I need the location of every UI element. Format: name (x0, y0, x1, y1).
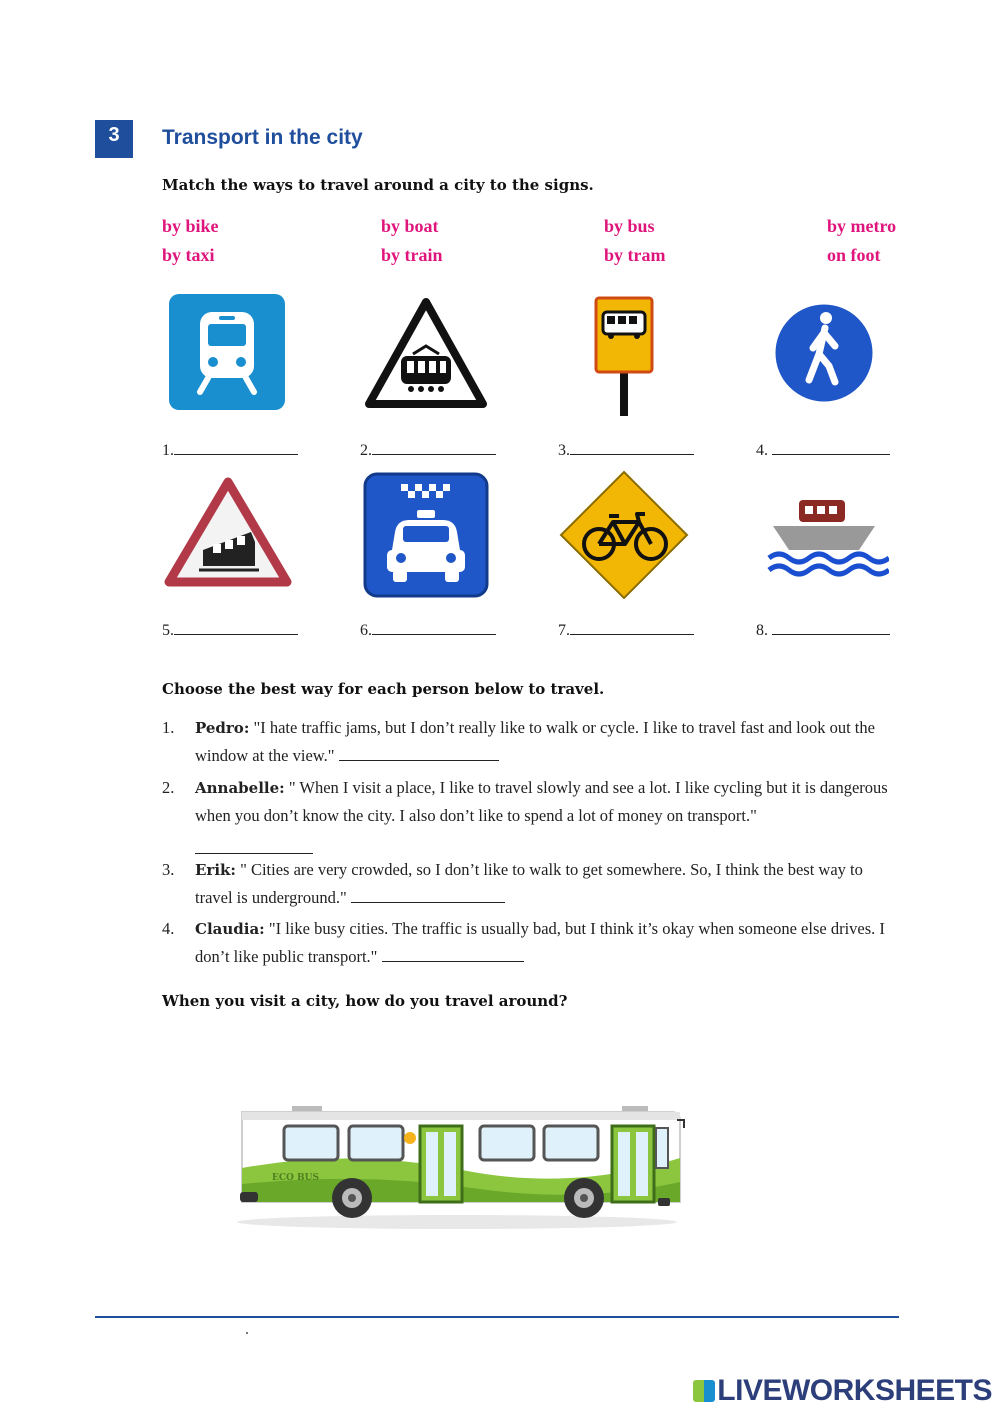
metro-sign-icon (163, 288, 293, 418)
answer-blank-2[interactable]: 2. (360, 440, 496, 460)
answer-line-3[interactable] (351, 886, 505, 903)
person-name: Erik: (195, 861, 236, 879)
option-by-tram: by tram (604, 245, 666, 265)
question-item-2: 2. Annabelle: " When I visit a place, I like to travel slowly and see a lot. I like cycling but it is dangerous when you don’t know the city. I also don’t like to spend a lot of money on transport." (162, 774, 902, 862)
ferry-boat-sign-icon (759, 470, 889, 600)
option-by-taxi: by taxi (162, 245, 215, 265)
choose-instruction: Choose the best way for each person below to travel. (162, 680, 605, 698)
bus-label: ECO BUS (272, 1173, 319, 1183)
logo-mark-icon (693, 1380, 715, 1402)
person-name: Pedro: (195, 719, 250, 737)
match-instruction: Match the ways to travel around a city to the signs. (162, 176, 594, 194)
eco-bus-illustration (232, 1098, 692, 1234)
answer-blank-3[interactable]: 3. (558, 440, 694, 460)
bus-stop-sign-icon (559, 290, 689, 420)
option-by-train: by train (381, 245, 443, 265)
liveworksheets-logo[interactable]: LIVEWORKSHEETS (693, 1374, 992, 1408)
answer-line-2[interactable] (195, 837, 313, 854)
question-item-1: 1. Pedro: "I hate traffic jams, but I don’t really like to walk or cycle. I like to travel fast and look out the window at the view." (162, 718, 875, 765)
answer-blank-8[interactable]: 8. (756, 620, 890, 640)
taxi-sign-icon (361, 470, 491, 600)
person-name: Annabelle: (195, 779, 285, 797)
option-by-boat: by boat (381, 216, 439, 236)
option-on-foot: on foot (827, 245, 881, 265)
answer-blank-4[interactable]: 4. (756, 440, 890, 460)
answer-line-1[interactable] (339, 744, 499, 761)
pedestrian-sign-icon (759, 288, 889, 418)
answer-blank-1[interactable]: 1. (162, 440, 298, 460)
option-by-metro: by metro (827, 216, 897, 236)
answer-blank-5[interactable]: 5. (162, 620, 298, 640)
footer-divider (95, 1316, 899, 1318)
answer-line-4[interactable] (382, 945, 524, 962)
option-by-bike: by bike (162, 216, 219, 236)
question-item-4: 4. Claudia: "I like busy cities. The traffic is usually bad, but I think it’s okay when someone else drives. I don’t like public transport." (162, 919, 885, 966)
answer-blank-6[interactable]: 6. (360, 620, 496, 640)
option-by-bus: by bus (604, 216, 655, 236)
discussion-question: When you visit a city, how do you travel around? (162, 992, 568, 1010)
section-number: 3 (95, 120, 133, 158)
answer-blank-7[interactable]: 7. (558, 620, 694, 640)
bicycle-sign-icon (559, 470, 689, 600)
section-title: Transport in the city (162, 126, 363, 149)
train-warning-sign-icon (163, 470, 293, 600)
person-name: Claudia: (195, 920, 265, 938)
question-item-3: 3. Erik: " Cities are very crowded, so I don’t like to walk to get somewhere. So, I think the best way to travel is underground." (162, 860, 863, 907)
tram-crossing-sign-icon (361, 290, 491, 420)
footer-dot (246, 1332, 248, 1334)
